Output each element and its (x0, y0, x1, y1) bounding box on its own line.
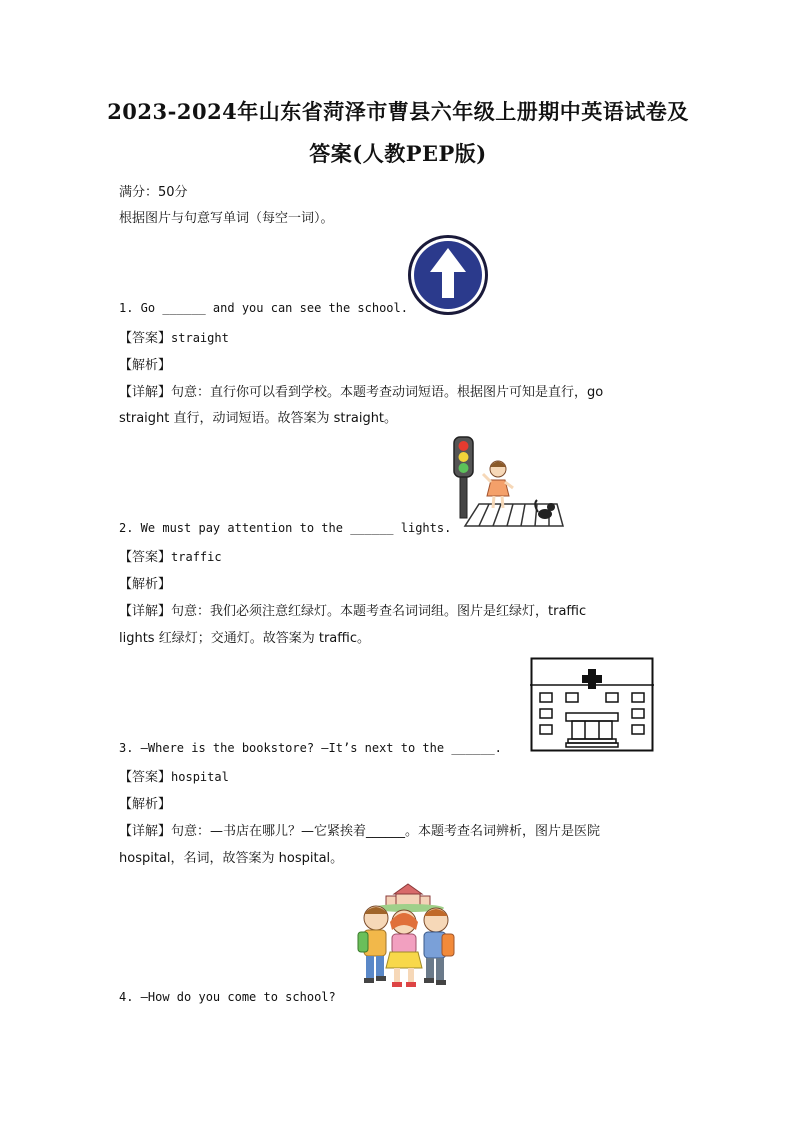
answer-label: 【答案】 (119, 331, 172, 346)
traffic-light-image (445, 434, 567, 532)
question-3-detail-line-1 (119, 820, 600, 839)
question-3-analysis: 【解析】 (119, 797, 172, 812)
document-title-line-1: 2023-2024年山东省菏泽市曹县六年级上册期中英语试卷及 (107, 99, 689, 124)
question-3-detail-line-2: hospital，名词，故答案为 hospital。 (119, 851, 344, 866)
question-2-detail-line-1 (119, 600, 586, 619)
detail-text: 句意：—书店在哪儿？—它紧挨着______。本题考查名词辨析，图片是医院 (171, 824, 601, 839)
hospital-image (530, 657, 654, 753)
question-4-prompt: 4. —How do you come to school? (119, 990, 336, 1004)
detail-label: 【详解】 (119, 824, 172, 839)
children-walking-to-school-image (350, 880, 466, 994)
question-1-answer (119, 327, 229, 346)
detail-text: 句意：我们必须注意红绿灯。本题考查名词词组。图片是红绿灯，traffic (171, 604, 587, 619)
answer-label: 【答案】 (119, 770, 172, 785)
straight-arrow-sign-image (406, 234, 490, 316)
question-3-answer (119, 766, 229, 785)
answer-label: 【答案】 (119, 550, 172, 565)
detail-label: 【详解】 (119, 604, 172, 619)
answer-text: hospital (171, 770, 229, 784)
detail-text: 句意：直行你可以看到学校。本题考查动词短语。根据图片可知是直行，go (171, 385, 604, 400)
question-2-detail-line-2: lights 红绿灯；交通灯。故答案为 traffic。 (119, 631, 370, 646)
score-line: 满分：50分 (119, 185, 188, 200)
question-1-detail-line-2: straight 直行，动词短语。故答案为 straight。 (119, 411, 398, 426)
answer-text: traffic (171, 550, 222, 564)
question-1-prompt: 1. Go ______ and you can see the school. (119, 301, 408, 315)
detail-label: 【详解】 (119, 385, 172, 400)
question-2-analysis: 【解析】 (119, 577, 172, 592)
question-3-prompt: 3. —Where is the bookstore? —It’s next to the ______. (119, 741, 502, 755)
question-1-analysis: 【解析】 (119, 358, 172, 373)
answer-text: straight (171, 331, 229, 345)
instruction-line: 根据图片与句意写单词（每空一词）。 (119, 211, 334, 226)
question-2-answer (119, 546, 222, 565)
question-2-prompt: 2. We must pay attention to the ______ lights. (119, 521, 452, 535)
document-title-line-2: 答案(人教PEP版) (309, 141, 487, 166)
question-1-detail-line-1 (119, 381, 603, 400)
